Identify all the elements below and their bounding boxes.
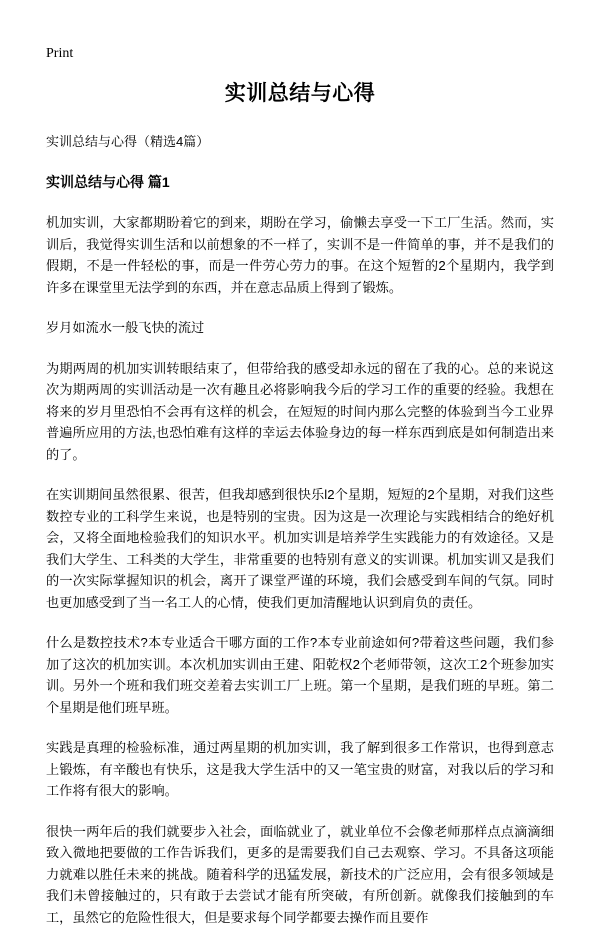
body-paragraph: 为期两周的机加实训转眼结束了，但带给我的感受却永远的留在了我的心。总的来说这次为期两周的实训活动是一次有趣且必将影响我今后的学习工作的重要的经验。我想在将来的岁月里恐怕不会再有这样的机会，在短短的时间内那么完整的体验到当今工业界普遍所应用的方法,也恐怕难有这样的幸运去体验身边的每一样东西到底是如何制造出来的了。 — [46, 360, 554, 462]
section-heading: 实训总结与心得 篇1 — [46, 174, 170, 190]
document-subtitle: 实训总结与心得（精选4篇） — [46, 134, 210, 149]
body-paragraph: 什么是数控技术?本专业适合干哪方面的工作?本专业前途如何?带着这些问题，我们参加了这次的机加实训。本次机加实训由王建、阳乾权2个老师带领，这次工2个班参加实训。另外一个班和我们班交差着去实训工厂上班。第一个星期，是我们班的早班。第二个星期是他们班早班。 — [46, 635, 554, 715]
body-paragraph: 很快一两年后的我们就要步入社会，面临就业了，就业单位不会像老师那样点点滴滴细致入微地把要做的工作告诉我们，更多的是需要我们自己去观察、学习。不具备这项能力就难以胜任未来的挑战。随着科学的迅猛发展，新技术的广泛应用，会有很多领域是我们未曾接触过的，只有敢于去尝试才能有所突破，有所创新。就像我们接触到的车工，虽然它的危险性很大，但是要求每个同学都要去操作而且要作 — [46, 823, 554, 925]
body-paragraph: 在实训期间虽然很累、很苦，但我却感到很快乐l2个星期，短短的2个星期，对我们这些数控专业的工科学生来说，也是特别的宝贵。因为这是一次理论与实践相结合的绝好机会，又将全面地检验我们的知识水平。机加实训是培养学生实践能力的有效途径。又是我们大学生、工科类的大学生，非常重要的也特别有意义的实训课。机加实训又是我们的一次实际掌握知识的机会，离开了课堂严谨的环境，我们会感受到车间的气氛。同时也更加感受到了当一名工人的心情，使我们更加清醒地认识到肩负的责任。 — [46, 487, 554, 610]
document-body — [46, 212, 554, 928]
page-title: 实训总结与心得 — [224, 82, 376, 105]
body-paragraph: 岁月如流水一般飞快的流过 — [46, 320, 205, 335]
body-paragraph: 实践是真理的检验标准，通过两星期的机加实训，我了解到很多工作常识，也得到意志上锻炼，有辛酸也有快乐，这是我大学生活中的又一笔宝贵的财富，对我以后的学习和工作将有很大的影响。 — [46, 740, 554, 798]
body-paragraph: 机加实训，大家都期盼着它的到来，期盼在学习，偷懒去享受一下工厂生活。然而，实训后，我觉得实训生活和以前想象的不一样了，实训不是一件简单的事，并不是我们的假期，不是一件轻松的事，而是一件劳心劳力的事。在这个短暂的2个星期内，我学到许多在课堂里无法学到的东西，并在意志品质上得到了锻炼。 — [46, 215, 554, 295]
print-link[interactable]: Print — [46, 46, 74, 61]
